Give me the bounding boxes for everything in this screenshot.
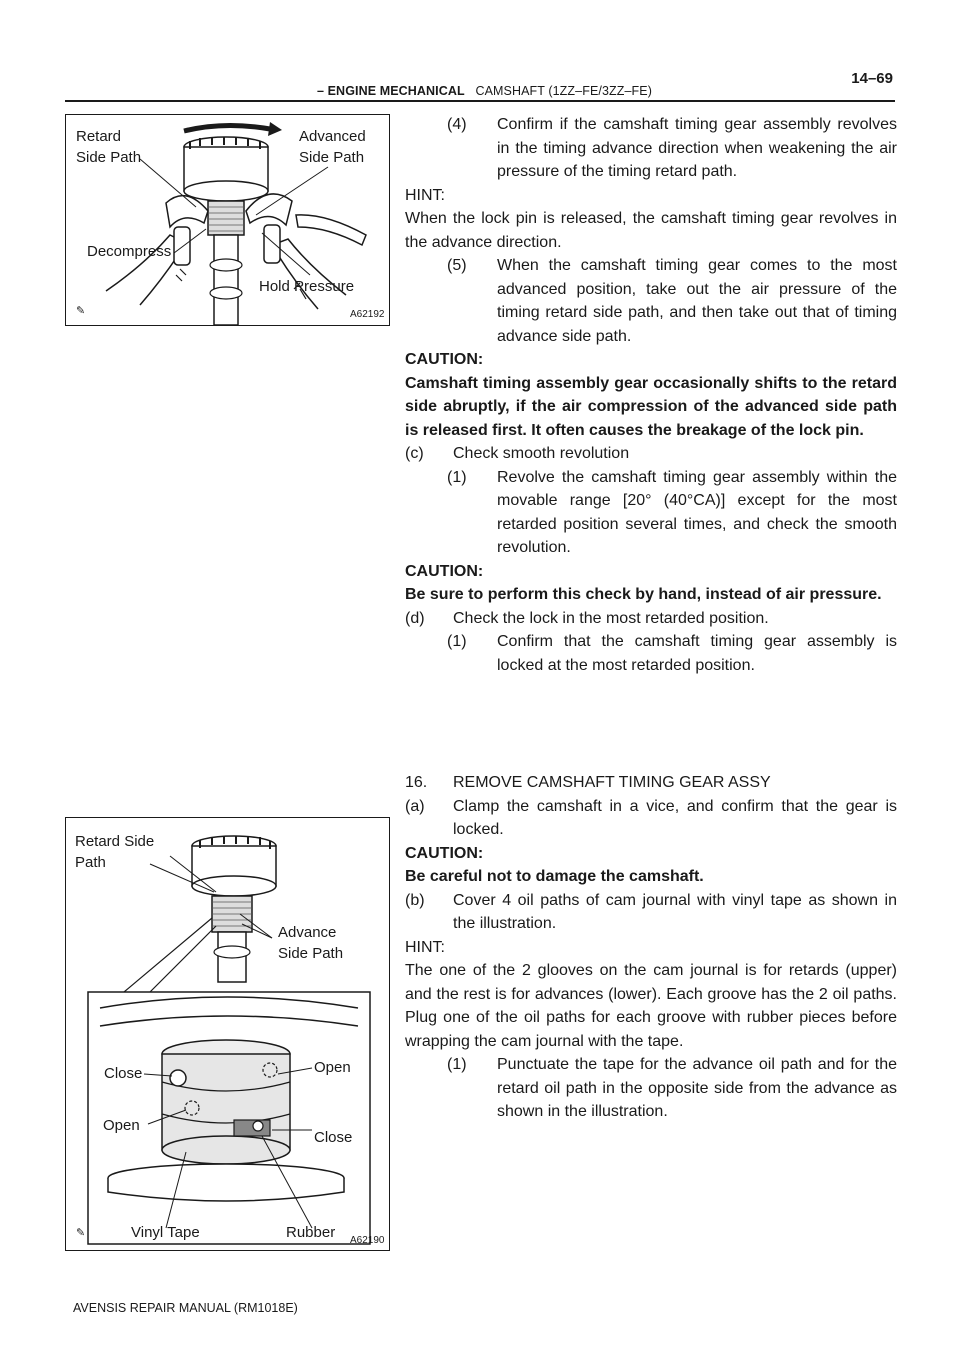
figure-timing-gear-removal xyxy=(65,817,390,1251)
label-open-upper: Open xyxy=(314,1059,351,1076)
hint-1: When the lock pin is released, the camshaft timing gear revolves in the advance direction. xyxy=(405,210,897,251)
header-rule xyxy=(65,100,895,102)
figure2-id: A62190 xyxy=(350,1235,385,1246)
label-advance-side-path: Advance Side Path xyxy=(278,924,344,962)
caution-3-label: CAUTION: xyxy=(405,844,484,862)
step-b: (b) Cover 4 oil paths of cam journal with vinyl tape as shown in the illustration. xyxy=(405,891,897,932)
step-4: (4) Confirm if the camshaft timing gear assembly revolves in the timing advance direction when weakening the air pressure of the timing retard path. xyxy=(447,116,897,180)
label-open-lower: Open xyxy=(103,1117,140,1134)
caution-3: Be careful not to damage the camshaft. xyxy=(405,868,704,885)
label-retard-side-path: Retard Side Path xyxy=(76,128,142,166)
figure-mark-icon: ✎ xyxy=(76,305,86,317)
step-5: (5) When the camshaft timing gear comes to the most advanced position, take out the air pressure of the timing retard side path, and then take out that of timing advance side path. xyxy=(447,257,897,345)
page-number: 14–69 xyxy=(851,70,893,87)
label-hold-pressure: Hold Pressure xyxy=(259,278,355,295)
caution-2-label: CAUTION: xyxy=(405,562,484,580)
hint-2-label: HINT: xyxy=(405,938,445,956)
caution-2: Be sure to perform this check by hand, instead of air pressure. xyxy=(405,586,882,603)
label-close-lower: Close xyxy=(314,1129,353,1146)
step-a: (a) Clamp the camshaft in a vice, and confirm that the gear is locked. xyxy=(405,797,897,838)
spacer xyxy=(405,677,897,771)
figure-mark-icon: ✎ xyxy=(76,1227,86,1239)
label-vinyl-tape: Vinyl Tape xyxy=(131,1224,200,1241)
hint-1-label: HINT: xyxy=(405,186,445,204)
label-advanced-side-path: Advanced Side Path xyxy=(299,128,366,166)
page-header xyxy=(65,70,895,102)
figure2-illustration xyxy=(66,818,389,1250)
hint-2: The one of the 2 glooves on the cam journal is for retards (upper) and the rest is for advances (lower). Each groove has the 2 oil paths. Plug one of the oil paths for each groove with rubber pieces before wrapping the cam journal with the tape. xyxy=(405,962,897,1050)
step-16: 16. REMOVE CAMSHAFT TIMING GEAR ASSY xyxy=(405,774,771,791)
step-c: (c) Check smooth revolution xyxy=(405,445,630,462)
figure1-id: A62192 xyxy=(350,309,385,320)
header-subsection: CAMSHAFT (1ZZ–FE/3ZZ–FE) xyxy=(475,84,652,98)
label-close-upper: Close xyxy=(104,1065,143,1082)
header-section: – ENGINE MECHANICAL xyxy=(317,84,465,98)
label-retard-side-path: Retard Side Path xyxy=(75,833,155,871)
step-c1: (1) Revolve the camshaft timing gear assembly within the movable range [20° (40°CA)] except for the most retarded position several times, and check the smooth revolution. xyxy=(447,468,897,556)
step-d: (d) Check the lock in the most retarded position. xyxy=(405,609,769,627)
label-rubber: Rubber xyxy=(286,1224,336,1241)
caution-1-label: CAUTION: xyxy=(405,351,484,368)
page-footer: AVENSIS REPAIR MANUAL (RM1018E) xyxy=(73,1301,298,1315)
caution-1: Camshaft timing assembly gear occasionally shifts to the retard side abruptly, if the air compression of the advanced side path is released first. It often causes the breakage of the lock pin. xyxy=(405,374,897,439)
figure-camshaft-air-pressure xyxy=(65,114,390,326)
step-b1: (1) Punctuate the tape for the advance oil path and for the retard oil path in the opposite side from the advance as shown in the illustration. xyxy=(447,1056,897,1120)
label-decompress: Decompress xyxy=(87,243,172,260)
header-title xyxy=(317,84,652,98)
step-d1: (1) Confirm that the camshaft timing gear assembly is locked at the most retarded position. xyxy=(447,633,897,674)
body-text xyxy=(405,113,897,1124)
